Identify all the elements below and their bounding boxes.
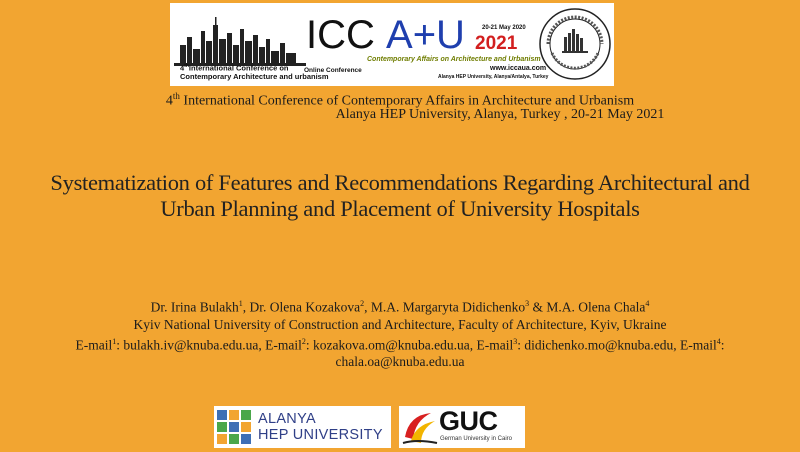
author-names: Dr. Irina Bulakh$^1$, Dr. Olena Kozakova$^2$, M.A. Margaryta Didichenko$^3$ & M.A. Olena Chala$^4$ [150,299,650,315]
guc-logo [399,406,525,448]
alanya-grid-icon [217,410,251,444]
conference-name: 4th International Conference of Contemporary Affairs in Architecture and Urbanism [165,91,635,109]
conference-location: Alanya HEP University, Alanya, Turkey , 20-21 May 2021 [335,107,665,122]
icc-logo-text: ICC A+U [306,13,465,57]
online-conference-label: Online Conference [304,67,362,74]
author-emails: E-mail$^1$: bulakh.iv@knuba.edu.ua, E-mail$^2$: kozakova.om@knuba.edu.ua, E-mail$^3$: didichenko.mo@knuba.edu, E-mail$^4$: chala.oa@knuba.edu.ua [75,336,725,369]
alanya-hep-university-logo [214,406,391,448]
conference-banner [170,3,614,86]
paper-title: Systematization of Features and Recommendations Regarding Architectural and Urban Planning and Placement of University Hospitals [50,170,750,221]
guc-swoosh-icon [401,409,439,445]
guc-logo-subtitle: German University in Cairo [440,436,513,442]
banner-location: Alanya HEP University, Alanya/Antalya, Turkey [438,74,549,80]
banner-conference-number: 4thInternational Conference on Contemporary Architecture and urbanism [180,63,329,81]
guc-logo-text: GUC [439,406,498,436]
banner-year: 2021 [475,33,518,54]
alanya-logo-text: ALANYA HEP UNIVERSITY [258,411,383,443]
iccaua-seal-icon [538,7,612,81]
authors-block [10,295,790,370]
banner-subtitle: Contemporary Affairs on Architecture and Urbanism [367,56,541,63]
banner-website: www.iccaua.com [490,65,547,72]
author-affiliation: Kyiv National University of Construction and Architecture, Faculty of Architecture, Kyiv, Ukraine [133,316,667,332]
banner-dates: 20-21 May 2020 [482,25,526,31]
